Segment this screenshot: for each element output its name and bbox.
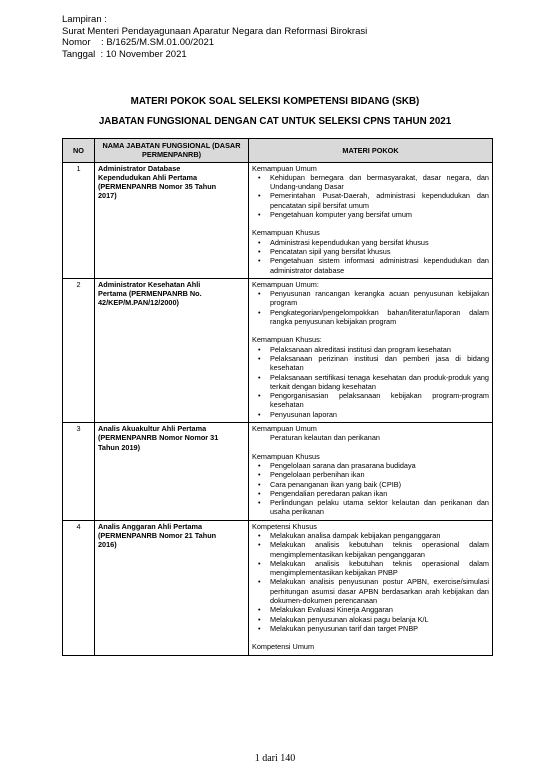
list-item: • Pengelolaan perbenihan ikan bbox=[252, 470, 489, 479]
list-item: • Pelaksanaan sertifikasi tenaga kesehatan dan produk-produk yang terkait dengan bidang kesehatan bbox=[252, 373, 489, 392]
jabatan-line: Kependudukan Ahli Pertama bbox=[98, 172, 198, 182]
bullet-list bbox=[252, 289, 489, 326]
bullet-list bbox=[252, 173, 489, 219]
table-row bbox=[63, 520, 493, 655]
list-item: • Kehidupan bernegara dan bermasyarakat, dasar negara, dan Undang-undang Dasar bbox=[252, 173, 489, 192]
list-item: • Pengorganisasian pelaksanaan kebijakan program-program kesehatan bbox=[252, 391, 489, 410]
section-title: Kemampuan Khusus bbox=[252, 228, 320, 238]
jabatan-line: (PERMENPANRB Nomor Nomor 31 bbox=[98, 433, 219, 443]
list-item: • Penyusunan rancangan kerangka acuan penyusunan kebijakan program bbox=[252, 289, 489, 308]
list-item: • Cara penanganan ikan yang baik (CPIB) bbox=[252, 480, 489, 489]
materi-cell bbox=[249, 423, 493, 521]
list-item: • Melakukan Evaluasi Kinerja Anggaran bbox=[252, 605, 489, 614]
list-item: • Perlindungan pelaku utama sektor kelautan dan perikanan dan usaha perikanan bbox=[252, 498, 489, 517]
jabatan-line: Analis Akuakultur Ahli Pertama bbox=[98, 424, 207, 434]
section-title: Kemampuan Umum: bbox=[252, 279, 319, 289]
row-number: 3 bbox=[63, 423, 95, 521]
list-item: • Pengetahuan sistem informasi administrasi kependudukan dan administrator database bbox=[252, 256, 489, 275]
jabatan-cell bbox=[95, 162, 249, 278]
list-item: • Melakukan analisa dampak kebijakan penganggaran bbox=[252, 531, 489, 540]
bullet-list bbox=[252, 345, 489, 419]
jabatan-line: 2016) bbox=[98, 540, 117, 550]
list-item: • Penyusunan laporan bbox=[252, 410, 489, 419]
section-title: Kompetensi Umum bbox=[252, 642, 315, 652]
jabatan-line: Analis Anggaran Ahli Pertama bbox=[98, 521, 203, 531]
materi-table bbox=[62, 138, 493, 656]
table-row bbox=[63, 278, 493, 422]
section-title: Kemampuan Khusus bbox=[252, 451, 320, 461]
section-title: Kemampuan Umum bbox=[252, 163, 317, 173]
header-line: Lampiran : bbox=[62, 14, 107, 25]
row-number: 1 bbox=[63, 162, 95, 278]
jabatan-line: (PERMENPANRB Nomor 21 Tahun bbox=[98, 530, 217, 540]
jabatan-line: Pertama (PERMENPANRB No. bbox=[98, 289, 202, 299]
section-spacer bbox=[252, 326, 489, 335]
list-item: • Pengetahuan komputer yang bersifat umum bbox=[252, 210, 489, 219]
list-item: • Melakukan penyusunan tarif dan target PNBP bbox=[252, 624, 489, 633]
list-item: • Pelaksanaan perizinan institusi dan pemberi jasa di bidang kesehatan bbox=[252, 354, 489, 373]
bullet-list bbox=[252, 531, 489, 633]
header-no: NO bbox=[63, 139, 95, 163]
list-item: • Pengkategorian/pengelompokkan bahan/literatur/laporan dalam rangka penyusunan kebijakan program bbox=[252, 308, 489, 327]
row-number: 4 bbox=[63, 520, 95, 655]
header-line: Surat Menteri Pendayagunaan Aparatur Negara dan Reformasi Birokrasi bbox=[62, 25, 368, 37]
table-row bbox=[63, 423, 493, 521]
document-subtitle: JABATAN FUNGSIONAL DENGAN CAT UNTUK SELEKSI CPNS TAHUN 2021 bbox=[98, 116, 452, 127]
page-number: 1 dari 140 bbox=[254, 753, 296, 764]
section-spacer bbox=[252, 443, 489, 452]
section-title: Kemampuan Khusus: bbox=[252, 335, 322, 345]
header-jabatan: NAMA JABATAN FUNGSIONAL (DASAR PERMENPANRB) bbox=[95, 139, 249, 163]
list-item: • Pelaksanaan akreditasi institusi dan program kesehatan bbox=[252, 345, 489, 354]
list-item: • Pemerintahan Pusat-Daerah, administrasi kependudukan dan pencatatan sipil bersifat umum bbox=[252, 191, 489, 210]
header-line: Nomor : B/1625/M.SM.01.00/2021 bbox=[62, 37, 215, 48]
document-title: MATERI POKOK SOAL SELEKSI KOMPETENSI BIDANG (SKB) bbox=[130, 96, 420, 107]
list-item: • Melakukan analisis kebutuhan teknis operasional dalam mengimplementasikan kebijakan PNBP bbox=[252, 559, 489, 578]
list-item: • Pengendalian peredaran pakan ikan bbox=[252, 489, 489, 498]
list-item: • Melakukan analisis penyusunan postur APBN, exercise/simulasi perhitungan asumsi dasar APBN berdasarkan arah kebijakan dan dokumen-dokumen perencanaan bbox=[252, 577, 489, 605]
row-number: 2 bbox=[63, 278, 95, 422]
table-row bbox=[63, 162, 493, 278]
section-spacer bbox=[252, 219, 489, 228]
list-item: • Pengelolaan sarana dan prasarana budidaya bbox=[252, 461, 489, 470]
jabatan-line: Administrator Kesehatan Ahli bbox=[98, 279, 201, 289]
bullet-list bbox=[252, 238, 489, 275]
header-line: Tanggal : 10 November 2021 bbox=[62, 48, 187, 60]
list-item: • Melakukan analisis kebutuhan teknis operasional dalam mengimplementasikan kebijakan penganggaran bbox=[252, 540, 489, 559]
document-header bbox=[62, 14, 367, 60]
table-body bbox=[63, 162, 493, 655]
section-spacer bbox=[252, 633, 489, 642]
list-item: • Pencatatan sipil yang bersifat khusus bbox=[252, 247, 489, 256]
section-title: Kemampuan Umum bbox=[252, 424, 317, 434]
table-header-row bbox=[63, 139, 493, 163]
materi-cell bbox=[249, 162, 493, 278]
jabatan-cell bbox=[95, 520, 249, 655]
jabatan-cell bbox=[95, 423, 249, 521]
header-materi: MATERI POKOK bbox=[249, 139, 493, 163]
jabatan-line: 42/KEP/M.PAN/12/2000) bbox=[98, 298, 179, 308]
section-title: Kompetensi Khusus bbox=[252, 521, 317, 531]
jabatan-line: 2017) bbox=[98, 191, 117, 201]
section-text: Peraturan kelautan dan perikanan bbox=[270, 433, 380, 443]
materi-cell bbox=[249, 520, 493, 655]
list-item: • Melakukan penyusunan alokasi pagu belanja K/L bbox=[252, 615, 489, 624]
jabatan-cell bbox=[95, 278, 249, 422]
jabatan-line: (PERMENPANRB Nomor 35 Tahun bbox=[98, 182, 217, 192]
jabatan-line: Administrator Database bbox=[98, 163, 181, 173]
jabatan-line: Tahun 2019) bbox=[98, 442, 141, 452]
bullet-list bbox=[252, 461, 489, 517]
materi-cell bbox=[249, 278, 493, 422]
list-item: • Administrasi kependudukan yang bersifat khusus bbox=[252, 238, 489, 247]
